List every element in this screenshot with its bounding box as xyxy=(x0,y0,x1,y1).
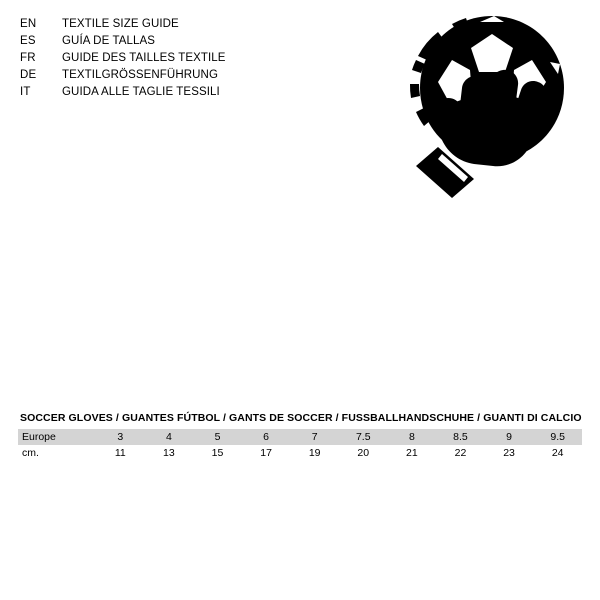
cell-cm-4: 19 xyxy=(308,447,321,459)
cell-cm-2: 15 xyxy=(211,447,224,459)
legend-code-es: ES xyxy=(20,35,36,47)
cell-europe-0: 3 xyxy=(117,431,124,443)
size-table-block xyxy=(18,412,582,461)
goalkeeper-glove-and-ball-icon xyxy=(382,8,582,198)
cell-cm-5: 20 xyxy=(357,447,370,459)
cell-europe-6: 8 xyxy=(408,431,415,443)
legend-code-de: DE xyxy=(20,69,37,81)
table-row xyxy=(18,429,582,445)
language-legend xyxy=(20,16,320,101)
cell-europe-8: 9 xyxy=(506,431,512,443)
cell-europe-4: 7 xyxy=(311,431,318,443)
cell-europe-9: 9.5 xyxy=(550,431,565,443)
cell-cm-3: 17 xyxy=(260,447,272,459)
legend-code-en: EN xyxy=(20,18,37,30)
row-label-europe: Europe xyxy=(22,431,56,443)
legend-label-es: GUÍA DE TALLAS xyxy=(62,35,156,47)
cell-cm-0: 11 xyxy=(114,447,126,459)
legend-row-fr xyxy=(20,50,320,67)
cell-europe-3: 6 xyxy=(263,431,269,443)
legend-code-fr: FR xyxy=(20,52,36,64)
cell-europe-5: 7.5 xyxy=(355,431,371,443)
legend-row-de xyxy=(20,67,320,84)
cell-cm-7: 22 xyxy=(454,447,467,459)
legend-label-en: TEXTILE SIZE GUIDE xyxy=(62,18,179,30)
cell-cm-9: 24 xyxy=(551,447,564,459)
legend-label-de: TEXTILGRÖSSENFÜHRUNG xyxy=(62,69,218,81)
legend-code-it: IT xyxy=(20,86,31,98)
cell-cm-1: 13 xyxy=(163,447,175,459)
size-table xyxy=(18,429,582,461)
legend-label-fr: GUIDE DES TAILLES TEXTILE xyxy=(62,52,226,64)
table-row xyxy=(18,445,582,461)
cell-europe-2: 5 xyxy=(214,431,221,443)
cell-cm-6: 21 xyxy=(406,447,418,459)
cell-cm-8: 23 xyxy=(503,447,515,459)
legend-label-it: GUIDA ALLE TAGLIE TESSILI xyxy=(62,86,220,98)
legend-row-es xyxy=(20,33,320,50)
cell-europe-1: 4 xyxy=(165,431,172,443)
legend-row-it xyxy=(20,84,320,101)
row-label-cm: cm. xyxy=(22,447,39,459)
cell-europe-7: 8.5 xyxy=(453,431,468,443)
size-table-title: SOCCER GLOVES / GUANTES FÚTBOL / GANTS DE SOCCER / FUSSBALLHANDSCHUHE / GUANTI DI CALCIO xyxy=(20,412,582,424)
legend-row-en xyxy=(20,16,320,33)
